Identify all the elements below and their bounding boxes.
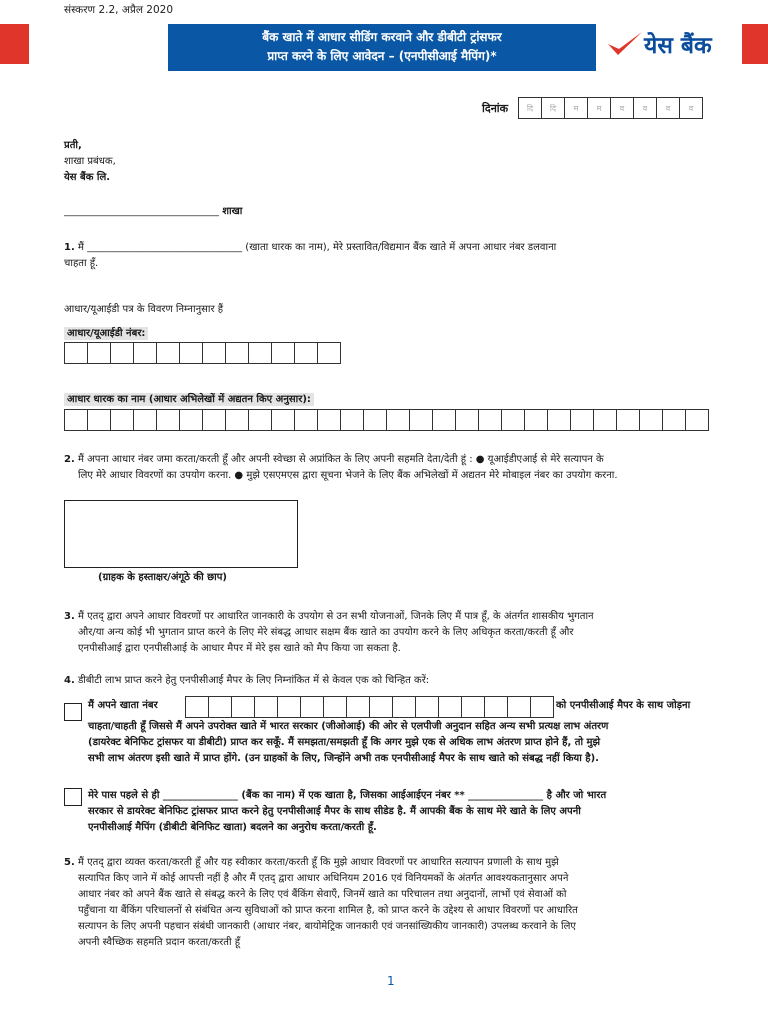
aadhaar-digit-cell[interactable] [133, 342, 157, 364]
name-char-cell[interactable] [248, 409, 272, 431]
option-1-line2: चाहता/चाहती हूँ जिससे मैं अपने उपरोक्त खाते में भारत सरकार (जीओआई) की ओर से एलपीजी अनुदान सहित अन्य सभी प्रत्यक्ष लाभ अंतरण [88, 721, 609, 732]
date-input[interactable] [519, 97, 703, 119]
name-char-cell[interactable] [202, 409, 226, 431]
aadhaar-details-intro: आधार/यूआईडी पत्र के विवरण निम्नानुसार हैं [64, 304, 224, 315]
account-digit-cell[interactable] [507, 696, 531, 718]
date-cell[interactable]: व [610, 97, 634, 119]
form-title-line2: प्राप्त करने के लिए आवेदन – (एनपीसीआई मैपिंग)* [267, 49, 497, 63]
section-1-text-a: मैं _______________________________ (खाता धारक का नाम), मेरे प्रस्तावित/विद्यमान बैंक खाते में अपना आधार नंबर डलवाना [77, 242, 557, 253]
aadhaar-digit-cell[interactable] [317, 342, 341, 364]
addressee-role: शाखा प्रबंधक, [64, 156, 116, 167]
name-char-cell[interactable] [317, 409, 341, 431]
name-char-cell[interactable] [179, 409, 203, 431]
name-char-cell[interactable] [409, 409, 433, 431]
section-1-number: 1. [64, 242, 75, 253]
account-digit-cell[interactable] [392, 696, 416, 718]
date-cell[interactable]: म [564, 97, 588, 119]
option-2-line3: एनपीसीआई मैपिंग (डीबीटी बेनिफिट खाता) बदलने का अनुरोध करता/करती हूँ. [88, 822, 377, 833]
section-1 [64, 240, 724, 272]
name-char-cell[interactable] [593, 409, 617, 431]
date-cell[interactable]: व [656, 97, 680, 119]
date-cell[interactable]: दि [541, 97, 565, 119]
section-4-number: 4. [64, 675, 75, 686]
aadhaar-holder-label-text: आधार धारक का नाम (आधार अभिलेखों में अद्यतन किए अनुसार): [64, 393, 314, 406]
option-1-line3: (डायरेक्ट बेनिफिट ट्रांसफर या डीबीटी) प्राप्त कर सकूँ. मैं समझता/समझती हूँ कि अगर मुझे एक से अधिक लाभ अंतरण प्राप्त होने हैं, तो मुझे [88, 737, 601, 748]
logo-text: येस बैंक [644, 33, 712, 59]
account-digit-cell[interactable] [530, 696, 554, 718]
branch-blank[interactable]: _______________________________ [64, 206, 219, 217]
option-1-body [88, 719, 724, 767]
account-digit-cell[interactable] [415, 696, 439, 718]
account-digit-cell[interactable] [185, 696, 209, 718]
section-5-line5: सत्यापन के लिए अपनी पहचान संबंधी जानकारी (आधार नंबर, बायोमेट्रिक जानकारी एवं जनसांख्यिकीय जानकारी) उपलब्ध करवाने के लिए [78, 921, 576, 932]
section-3 [64, 609, 724, 657]
section-5-line6: अपनी स्वैच्छिक सहमति प्रदान करता/करती हूँ [78, 937, 241, 948]
aadhaar-digit-cell[interactable] [179, 342, 203, 364]
section-5-number: 5. [64, 857, 75, 868]
account-digit-cell[interactable] [277, 696, 301, 718]
aadhaar-digit-cell[interactable] [110, 342, 134, 364]
aadhaar-digit-cell[interactable] [64, 342, 88, 364]
aadhaar-holder-label [64, 387, 314, 406]
branch-line [64, 204, 242, 220]
section-2 [64, 452, 724, 484]
name-char-cell[interactable] [363, 409, 387, 431]
account-digit-cell[interactable] [323, 696, 347, 718]
option-1-suffix: को एनपीसीआई मैपर के साथ जोड़ना [556, 700, 691, 711]
option-2-checkbox[interactable] [64, 788, 82, 806]
name-char-cell[interactable] [386, 409, 410, 431]
section-3-line2: और/या अन्य कोई भी भुगतान प्राप्त करने के लिए मेरे संबद्ध आधार सक्षम बैंक खाते का उपयोग करने के लिए अधिकृत करता/करती हूँ और [78, 627, 574, 638]
signature-box[interactable] [64, 500, 298, 568]
red-accent-right [742, 24, 768, 64]
name-char-cell[interactable] [501, 409, 525, 431]
option-2-line1: मेरे पास पहले से ही _______________ (बैंक का नाम) में एक खाता है, जिसका आईआईएन नंबर ** _______________ है और जो भारत [88, 790, 607, 801]
aadhaar-digit-cell[interactable] [271, 342, 295, 364]
account-digit-cell[interactable] [254, 696, 278, 718]
section-2-line1: मैं अपना आधार नंबर जमा करता/करती हूँ और अपनी स्वेच्छा से अप्रांकित के लिए अपनी सहमति देता/देती हूं : ● यूआईडीएआई से मेरे सत्यापन के [77, 454, 604, 465]
account-digit-cell[interactable] [231, 696, 255, 718]
form-title-line1: बैंक खाते में आधार सीडिंग करवाने और डीबीटी ट्रांसफर [262, 30, 502, 44]
name-char-cell[interactable] [616, 409, 640, 431]
name-char-cell[interactable] [110, 409, 134, 431]
name-char-cell[interactable] [524, 409, 548, 431]
name-char-cell[interactable] [547, 409, 571, 431]
section-5-line2: सत्यापित किए जाने में कोई आपत्ती नहीं है और मैं एतद् द्वारा आधार अधिनियम 2016 एवं विनियमकों के अंतर्गत आवश्यकतानुसार अपने [78, 873, 569, 884]
date-cell[interactable]: व [679, 97, 703, 119]
branch-label: शाखा [222, 206, 243, 217]
option-1-line4: सभी लाभ अंतरण इसी खाते में प्राप्त होंगे. (उन ग्राहकों के लिए, जिन्होंने अभी तक एनपीसीआई मैपर के साथ खाते को संबद्ध नहीं किया है). [88, 753, 599, 764]
aadhaar-digit-cell[interactable] [294, 342, 318, 364]
form-title [168, 24, 596, 71]
aadhaar-number-input[interactable] [65, 342, 341, 364]
account-digit-cell[interactable] [438, 696, 462, 718]
aadhaar-digit-cell[interactable] [225, 342, 249, 364]
account-digit-cell[interactable] [461, 696, 485, 718]
form-version: संस्करण 2.2, अप्रैल 2020 [64, 4, 174, 16]
aadhaar-digit-cell[interactable] [156, 342, 180, 364]
section-3-number: 3. [64, 611, 75, 622]
page-number: 1 [387, 974, 395, 988]
name-char-cell[interactable] [432, 409, 456, 431]
date-cell[interactable]: म [587, 97, 611, 119]
name-char-cell[interactable] [478, 409, 502, 431]
name-char-cell[interactable] [662, 409, 686, 431]
section-5 [64, 855, 724, 951]
addressee-to: प्रती, [64, 140, 82, 151]
section-5-line1: मैं एतद् द्वारा व्यक्त करता/करती हूँ और यह स्वीकार करता/करती हूँ कि मुझे आधार विवरणों पर आधारित सत्यापन प्रणाली के साथ मुझे [77, 857, 559, 868]
name-char-cell[interactable] [156, 409, 180, 431]
section-5-line4: पहुँचाना या बैंकिंग परिचालनों से संबंधित अन्य सुविधाओं को प्राप्त करना शामिल है, को प्राप्त करने के उद्देश्य से आधार विवरणों पर आधारित [78, 905, 578, 916]
date-cell[interactable]: व [633, 97, 657, 119]
account-digit-cell[interactable] [346, 696, 370, 718]
name-char-cell[interactable] [133, 409, 157, 431]
section-2-line2: लिए मेरे आधार विवरणों का उपयोग करना. ● मुझे एसएमएस द्वारा सूचना भेजने के लिए बैंक अभिलेखों में अद्यतन मेरे मोबाइल नंबर का उपयोग करना. [78, 470, 618, 481]
aadhaar-number-label [64, 321, 148, 340]
section-2-number: 2. [64, 454, 75, 465]
section-4-intro [64, 673, 724, 689]
date-label: दिनांक [482, 102, 509, 115]
name-char-cell[interactable] [639, 409, 663, 431]
name-char-cell[interactable] [64, 409, 88, 431]
section-1-text-b: चाहता हूँ. [64, 258, 99, 269]
aadhaar-digit-cell[interactable] [248, 342, 272, 364]
name-char-cell[interactable] [271, 409, 295, 431]
name-char-cell[interactable] [455, 409, 479, 431]
date-cell[interactable]: दि [518, 97, 542, 119]
option-2-line2: सरकार से डायरेक्ट बेनिफिट ट्रांसफर प्राप्त करने हेतु एनपीसीआई मैपर के साथ सीडेड है. मैं आपकी बैंक के साथ मेरे खाते के लिए अपनी [88, 806, 581, 817]
section-4-intro-text: डीबीटी लाभ प्राप्त करने हेतु एनपीसीआई मैपर के लिए निम्नांकित में से केवल एक को चिन्हित करें: [77, 675, 430, 686]
tick-logo-icon [606, 30, 644, 60]
aadhaar-digit-cell[interactable] [87, 342, 111, 364]
option-1-prefix: मैं अपने खाता नंबर [88, 700, 158, 711]
aadhaar-digit-cell[interactable] [202, 342, 226, 364]
name-char-cell[interactable] [570, 409, 594, 431]
aadhaar-number-label-text: आधार/यूआईडी नंबर: [64, 327, 148, 340]
account-number-input[interactable] [186, 696, 554, 718]
option-2-body [88, 788, 724, 836]
section-5-line3: आधार नंबर को अपने बैंक खाते से संबद्ध करने के लिए एवं बैंकिंग सेवाएँ, जिनमें खाते का परिचालन तथा अनुदानों, लाभों एवं सेवाओं को [78, 889, 567, 900]
account-digit-cell[interactable] [300, 696, 324, 718]
name-char-cell[interactable] [225, 409, 249, 431]
name-char-cell[interactable] [87, 409, 111, 431]
addressee-bank: येस बैंक लि. [64, 172, 111, 183]
aadhaar-holder-name-input[interactable] [65, 409, 709, 431]
name-char-cell[interactable] [294, 409, 318, 431]
yes-bank-logo [606, 26, 736, 62]
name-char-cell[interactable] [685, 409, 709, 431]
option-1-checkbox[interactable] [64, 703, 82, 721]
account-digit-cell[interactable] [208, 696, 232, 718]
section-3-line1: मैं एतद् द्वारा अपने आधार विवरणों पर आधारित जानकारी के उपयोग से उन सभी योजनाओं, जिनके लिए मैं पात्र हूँ, के अंतर्गत शासकीय भुगतान [77, 611, 594, 622]
account-digit-cell[interactable] [484, 696, 508, 718]
section-3-line3: एनपीसीआई द्वारा एनपीसीआई के आधार मैपर में मेरे इस खाते को मैप किया जा सकता है. [78, 643, 401, 654]
signature-caption: (ग्राहक के हस्ताक्षर/अंगूठे की छाप) [98, 572, 227, 583]
name-char-cell[interactable] [340, 409, 364, 431]
account-digit-cell[interactable] [369, 696, 393, 718]
red-accent-left [0, 24, 29, 64]
